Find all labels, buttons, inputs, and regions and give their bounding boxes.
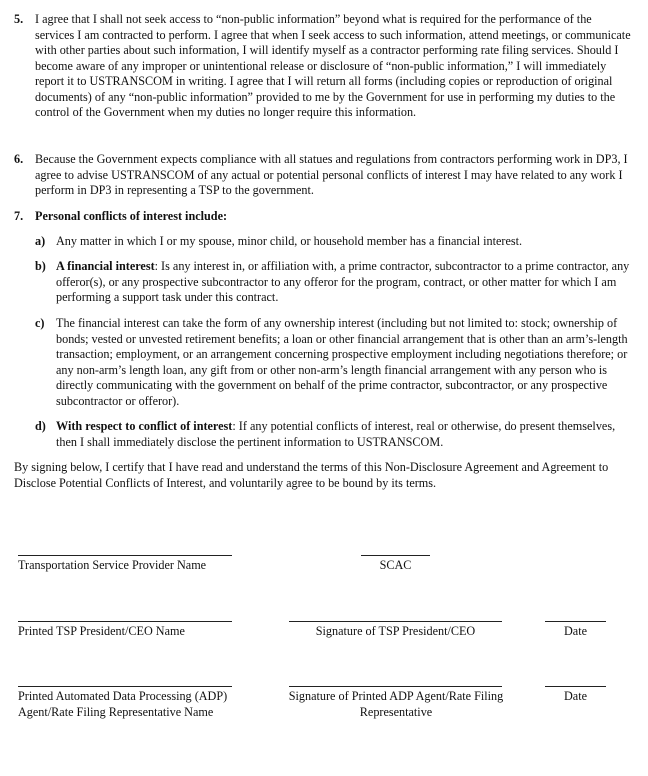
adp-date-line — [545, 686, 606, 687]
item-a-text: Any matter in which I or my spouse, minor child, or household member has a financial interest. — [56, 234, 523, 248]
ceo-name-label: Printed TSP President/CEO Name — [18, 624, 185, 638]
scac-label: SCAC — [379, 558, 412, 572]
item-7-heading: Personal conflicts of interest include: — [35, 209, 228, 223]
item-7-number: 7. — [14, 209, 24, 223]
ceo-signature-line — [289, 621, 502, 622]
item-a-label: a) — [35, 234, 46, 248]
adp-date-label: Date — [563, 689, 587, 703]
adp-signature-line — [289, 686, 502, 687]
adp-name-label: Printed Automated Data Processing (ADP) Agent/Rate Filing Representative Name — [18, 689, 228, 719]
ceo-date-label: Date — [563, 624, 587, 638]
item-c-label: c) — [35, 316, 45, 330]
ceo-signature-label: Signature of TSP President/CEO — [315, 624, 476, 638]
ceo-name-line — [18, 621, 232, 622]
tsp-name-line — [18, 555, 232, 556]
item-6-text: Because the Government expects compliance with all statues and regulations from contractors performing work in DP3, I agree to advise USTRANSCOM of any actual or potential personal conflicts of interest I may have related to any work I perform in DP3 in representing a TSP to the government. — [35, 152, 628, 197]
tsp-name-label: Transportation Service Provider Name — [18, 558, 207, 572]
scac-line — [361, 555, 430, 556]
adp-name-line — [18, 686, 232, 687]
item-6-number: 6. — [14, 152, 24, 166]
item-d-text: : If any potential conflicts of interest, real or otherwise, do present themselves, then I shall immediately disclose the pertinent information to USTRANSCOM. — [56, 419, 616, 449]
item-d-label: d) — [35, 419, 46, 433]
ceo-date-line — [545, 621, 606, 622]
item-b-lead: A financial interest — [56, 259, 155, 273]
item-b-label: b) — [35, 259, 46, 273]
item-5-number: 5. — [14, 12, 24, 26]
item-d-paragraph — [56, 419, 634, 450]
certification-statement: By signing below, I certify that I have read and understand the terms of this Non-Disclosure Agreement and Agreement to Disclose Potential Conflicts of Interest, and voluntarily agree to be bound by its terms. — [14, 460, 609, 490]
item-b-paragraph — [56, 259, 634, 306]
adp-signature-label: Signature of Printed ADP Agent/Rate Filing Representative — [288, 689, 504, 719]
item-c-text: The financial interest can take the form of any ownership interest (including but not limited to: stock; ownership of bonds; vested or unvested retirement benefits; a loan or other financial arrangement that is other than an arm’s-length transaction; employment, or an arrangement concerning prospective employment including negotiations therefore; or any non-arm’s length loan, any gift from or other non-arm’s length financial arrangement with any person who is directly communicating with the government on behalf of the prime contractor, subcontractor, or any prospective subcontractor or offeror). — [56, 316, 628, 408]
item-b-text: : Is any interest in, or affiliation with, a prime contractor, subcontractor to a prime contractor, any offeror(s), or any prospective subcontractor to any offeror for the program, contract, or other matter for which I am performing a support task under this contract. — [56, 259, 630, 304]
item-d-lead: With respect to conflict of interest — [56, 419, 233, 433]
item-5-text: I agree that I shall not seek access to “non-public information” beyond what is required for the performance of the services I am contracted to perform. I agree that when I seek access to such information, attend meetings, or communicate with other parties about such information, I will identify myself as a contractor performing rate filing services. Should I become aware of any improper or unintentional release or disclosure of “non-public information,” I will immediately report it to USTRANSCOM in writing. I agree that I will return all forms (including copies or reproduction of original documents) of any “non-public information” provided to me by the Government for use in performing my duties to the control of the Government when my duties no longer require this information. — [35, 12, 631, 119]
